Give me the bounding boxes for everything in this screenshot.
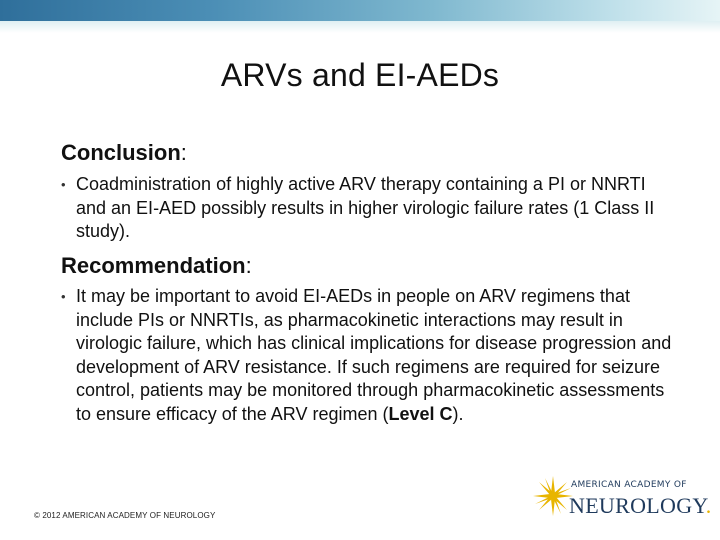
logo-line-2: NEUROLOGY. <box>569 493 712 518</box>
logo-line-1: AMERICAN ACADEMY OF <box>571 480 687 490</box>
bullet-dot: • <box>61 177 66 192</box>
conclusion-text: Coadministration of highly active ARV therapy containing a PI or NNRTI and an EI-AED possibly results in higher virologic failure rates (1 Class II study). <box>76 174 655 241</box>
recommendation-heading: Recommendation: <box>61 253 252 278</box>
header-fade <box>0 21 720 33</box>
recommendation-text: It may be important to avoid EI-AEDs in people on ARV regimens that include PIs or NNRTIs, as pharmacokinetic interactions may result in virologic failure, which has clinical implications for disease progression and development of ARV resistance. If such regimens are required for seizure control, patients may be monitored through pharmacokinetic assessments to ensure efficacy of the ARV regimen (Level C). <box>76 286 672 424</box>
recommendation-bullet <box>61 285 681 455</box>
conclusion-heading: Conclusion: <box>61 140 187 165</box>
sunburst-star-icon <box>533 476 573 516</box>
header-gradient-band <box>0 0 720 21</box>
bullet-dot: • <box>61 289 66 304</box>
aan-logo <box>533 472 712 526</box>
conclusion-bullet <box>61 173 661 245</box>
copyright-footer: © 2012 AMERICAN ACADEMY OF NEUROLOGY <box>34 511 216 520</box>
evidence-level: Level C <box>388 403 453 424</box>
slide-title: ARVs and EI-AEDs <box>220 57 500 93</box>
